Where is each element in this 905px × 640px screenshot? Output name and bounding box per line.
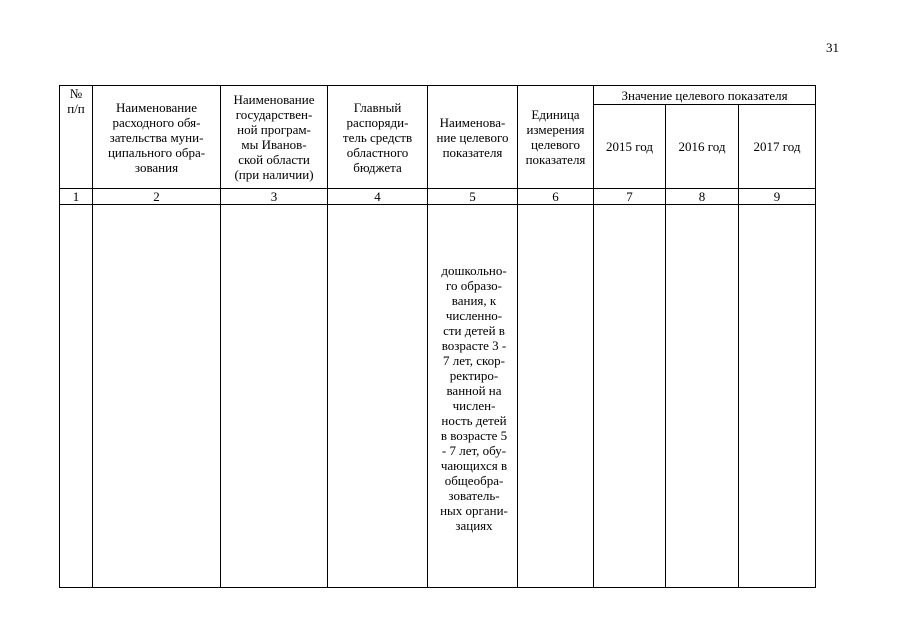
column-number: 2 [93,189,221,205]
cell-value-2015 [594,205,666,588]
cell-indicator-name: дошкольно- го образо- вания, к численно- сти детей в возрасте 3 - 7 лет, скор- ректиро- ванной на числен- ность детей в возрасте 5 - 7 лет, обу- чающихся в общеобра- зователь- ных органи- зациях [428,205,518,588]
column-number: 3 [221,189,328,205]
cell-state-program [221,205,328,588]
header-year-2016: 2016 год [666,105,739,189]
column-number: 8 [666,189,739,205]
header-state-program: Наименование государствен- ной програм- мы Иванов- ской области (при наличии) [221,86,328,189]
cell-value-2016 [666,205,739,588]
header-year-2017: 2017 год [739,105,816,189]
header-budget-manager: Главный распоряди- тель средств областного бюджета [328,86,428,189]
column-number: 7 [594,189,666,205]
header-expense-obligation: Наименование расходного обя- зательства муни- ципального обра- зования [93,86,221,189]
cell-budget-manager [328,205,428,588]
header-year-2015: 2015 год [594,105,666,189]
header-indicator-value-group: Значение целевого показателя [594,86,816,105]
cell-unit [518,205,594,588]
header-number: № п/п [60,86,93,189]
header-indicator-name: Наименова- ние целевого показателя [428,86,518,189]
cell-number [60,205,93,588]
cell-expense-obligation [93,205,221,588]
column-number: 5 [428,189,518,205]
column-number: 1 [60,189,93,205]
header-unit: Единица измерения целевого показателя [518,86,594,189]
cell-value-2017 [739,205,816,588]
page-number: 31 [826,40,839,55]
column-number: 6 [518,189,594,205]
indicator-table [59,85,816,588]
column-number: 9 [739,189,816,205]
column-number: 4 [328,189,428,205]
